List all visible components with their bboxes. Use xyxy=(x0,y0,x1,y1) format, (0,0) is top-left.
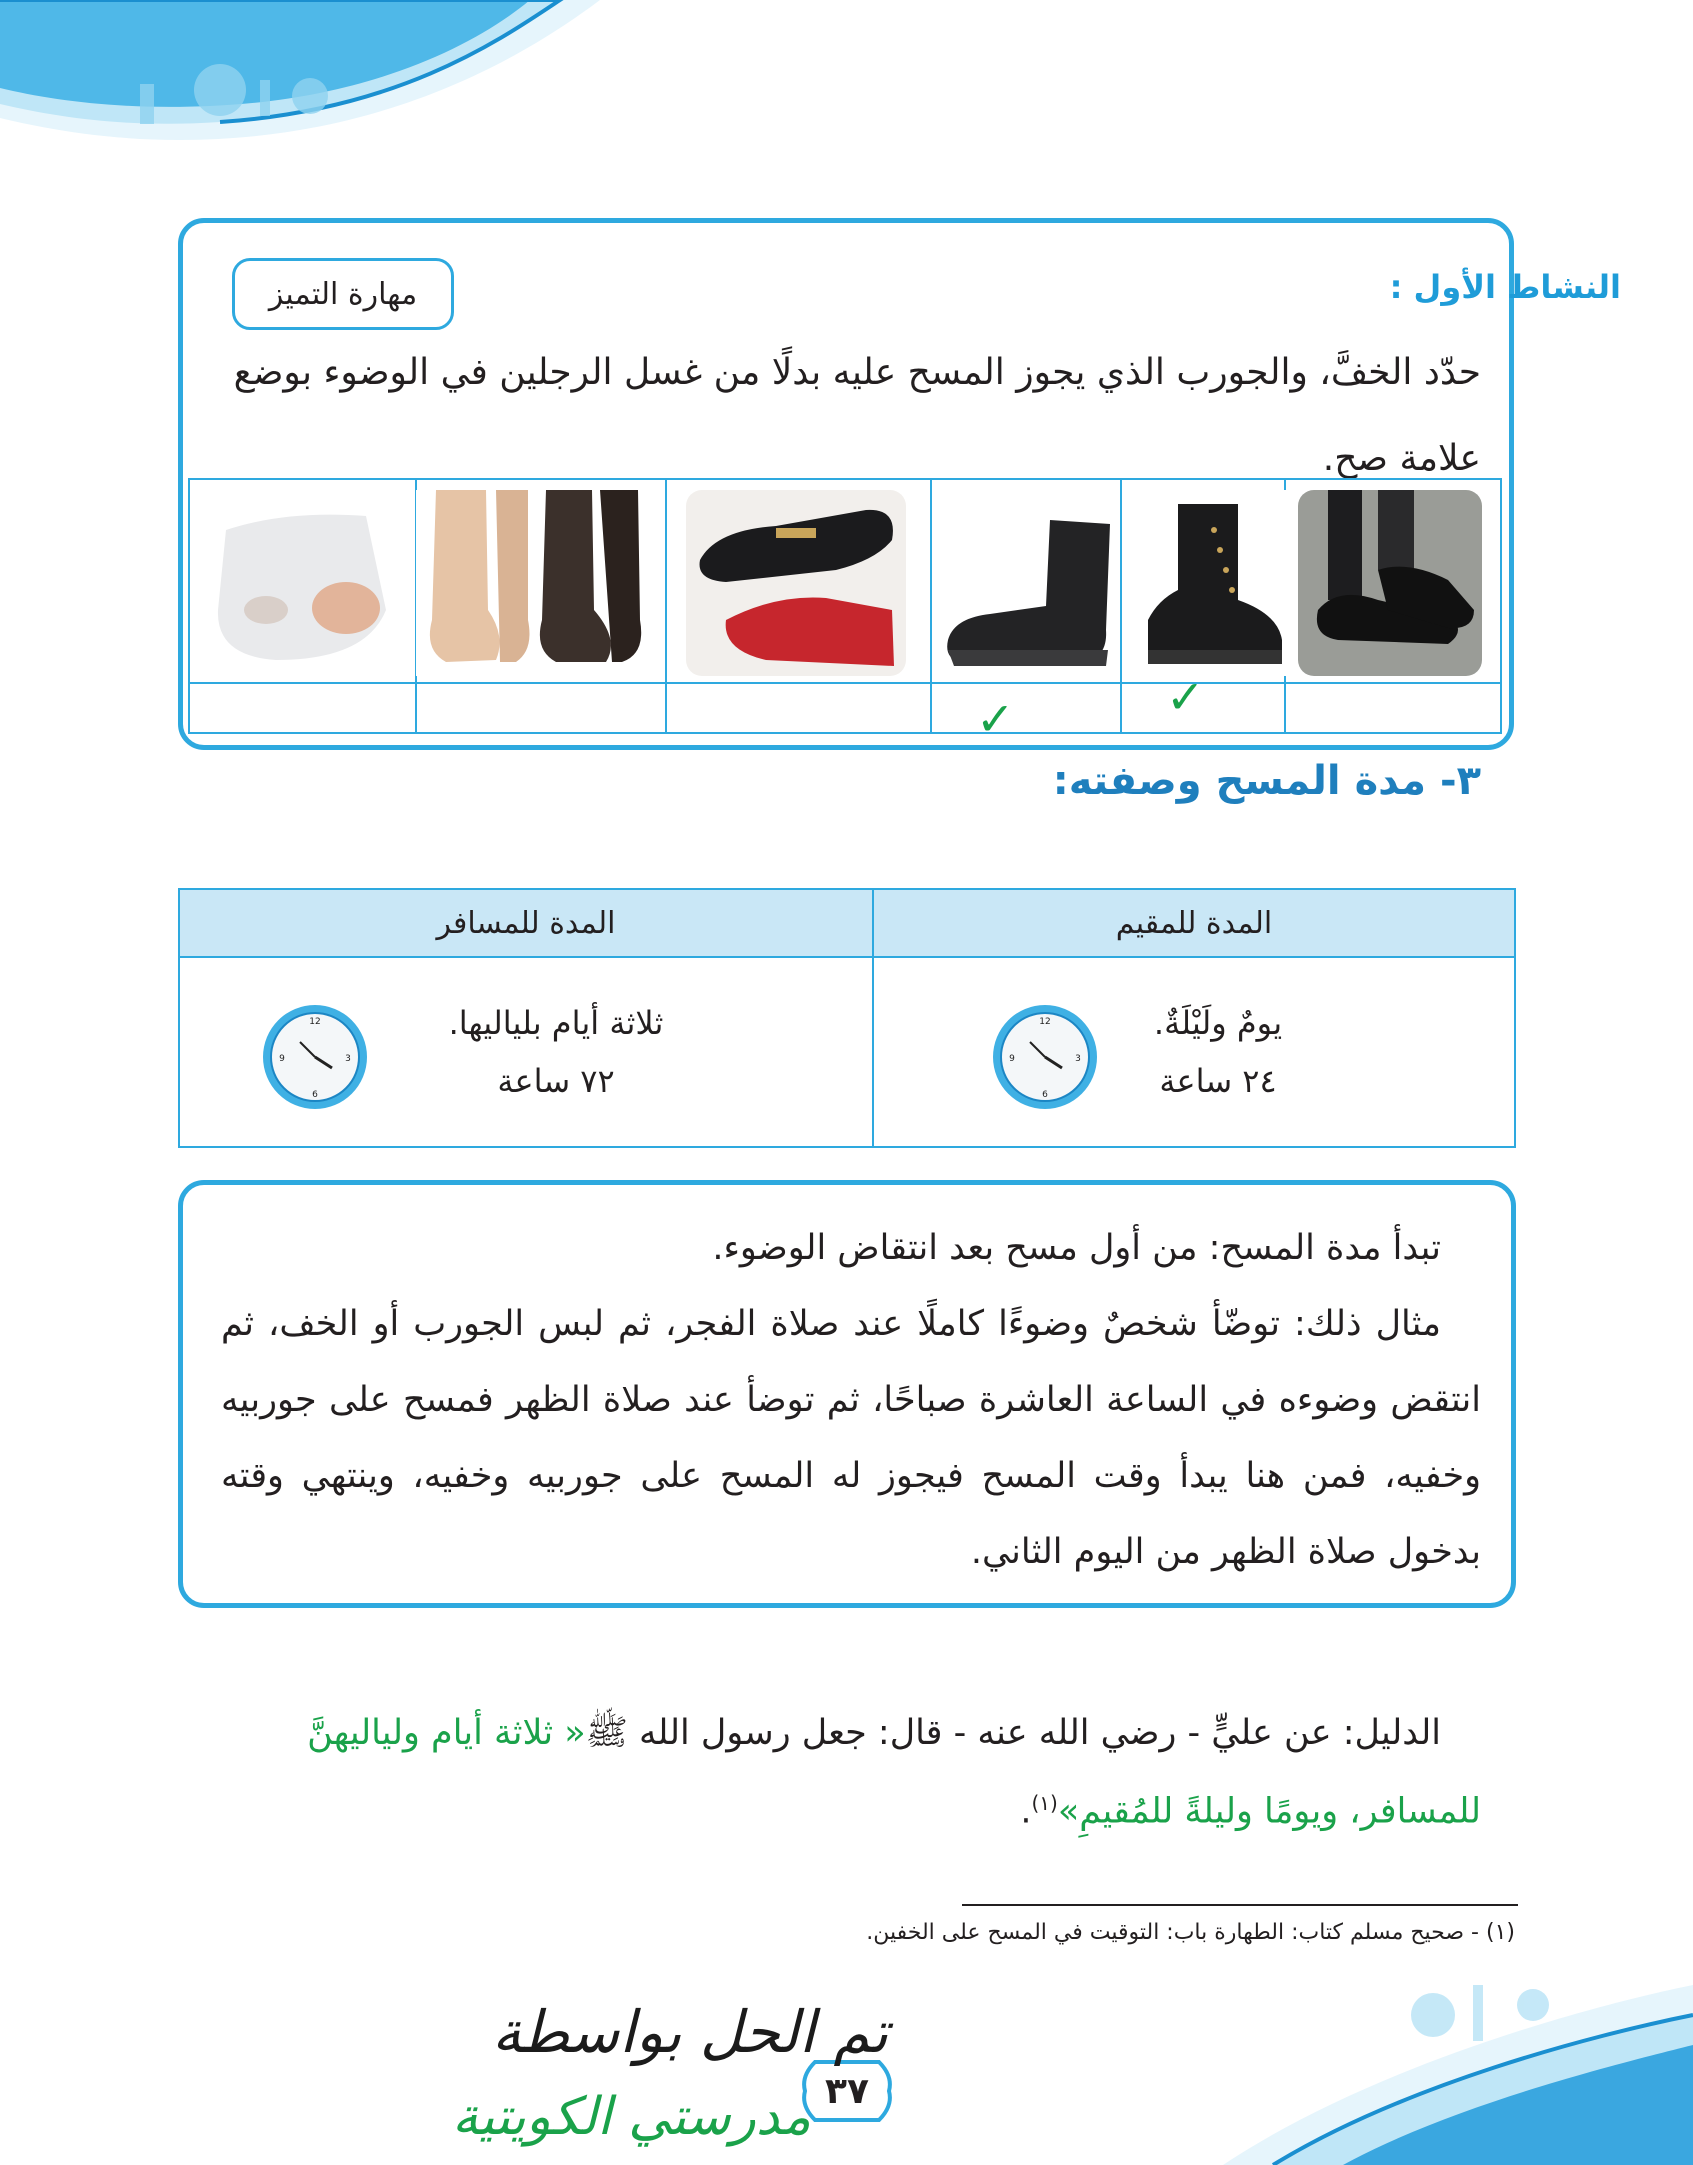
bottom-right-decoration xyxy=(1073,1945,1693,2165)
svg-text:9: 9 xyxy=(1009,1054,1015,1064)
svg-text:6: 6 xyxy=(1042,1090,1048,1100)
tick-mark: ✓ xyxy=(1166,670,1205,724)
watermark-line-2: مدرستي الكويتية xyxy=(452,2087,811,2147)
durations-table xyxy=(178,888,1516,1148)
torn-sock-icon xyxy=(196,490,406,676)
top-left-decoration xyxy=(0,0,600,150)
footnote-ref: (١) xyxy=(1031,1791,1058,1815)
tick-mark: ✓ xyxy=(976,692,1015,746)
watermark-line-1: تم الحل بواسطة xyxy=(492,1998,889,2066)
activity-instruction xyxy=(221,330,1481,502)
svg-text:3: 3 xyxy=(345,1054,351,1064)
svg-text:12: 12 xyxy=(309,1017,321,1027)
leather-khuff-icon xyxy=(940,510,1118,676)
resident-line-2: ٢٤ ساعة xyxy=(1159,1062,1277,1100)
clock-icon xyxy=(990,1002,1100,1112)
svg-text:3: 3 xyxy=(1075,1054,1081,1064)
traveler-duration xyxy=(416,994,696,1110)
svg-text:6: 6 xyxy=(312,1090,318,1100)
resident-line-1: يومٌ ولَيْلَةٌ. xyxy=(1153,1004,1283,1042)
explanation-text xyxy=(221,1210,1481,1590)
resident-header: المدة للمقيم xyxy=(872,890,1514,958)
skill-badge: مهارة التميز xyxy=(232,258,454,330)
explanation-line-1: تبدأ مدة المسح: من أول مسح بعد انتقاض الوضوء. xyxy=(712,1228,1441,1268)
casual-shoe-icon xyxy=(1298,490,1482,676)
traveler-line-2: ٧٢ ساعة xyxy=(497,1062,615,1100)
footnote: (١) - صحيح مسلم كتاب: الطهارة باب: التوقيت في المسح على الخفين. xyxy=(866,1920,1515,1945)
footnote-divider xyxy=(962,1904,1518,1906)
resident-duration xyxy=(1128,994,1308,1110)
thin-socks-icon xyxy=(416,490,660,676)
evidence-paragraph xyxy=(191,1698,1481,1847)
traveler-line-1: ثلاثة أيام بلياليها. xyxy=(448,1004,664,1042)
loafer-slipper-icon xyxy=(686,490,906,676)
page-number: ٣٧ xyxy=(825,2070,869,2112)
section-heading: ٣- مدة المسح وصفته: xyxy=(1052,758,1481,804)
evidence-intro: الدليل: عن عليٍّ - رضي الله عنه - قال: جعل رسول الله ﷺ xyxy=(585,1713,1441,1753)
svg-text:12: 12 xyxy=(1039,1017,1051,1027)
activity-title: النشاط الأول : xyxy=(1389,268,1621,306)
instruction-line-1: حدّد الخفَّ، والجورب الذي يجوز المسح عليه بدلًا من غسل الرجلين في الوضوء بوضع xyxy=(233,352,1481,393)
clock-icon xyxy=(260,1002,370,1112)
evidence-end: . xyxy=(1020,1791,1032,1832)
lace-boot-icon xyxy=(1128,490,1290,676)
instruction-line-2: علامة صح. xyxy=(1322,438,1481,479)
traveler-header: المدة للمسافر xyxy=(180,890,872,958)
svg-text:9: 9 xyxy=(279,1054,285,1064)
explanation-line-2: مثال ذلك: توضّأ شخصٌ وضوءًا كاملًا عند صلاة الفجر، ثم لبس الجورب أو الخف، ثم انتقض وضوءه في الساعة العاشرة صباحًا، ثم توضأ عند صلاة الظهر فمسح على جوربيه وخفيه، فمن هنا يبدأ وقت المسح فيجوز له المسح على جوربيه وخفيه، وينتهي وقته بدخول صلاة الظهر من اليوم الثاني. xyxy=(221,1304,1481,1572)
evidence-quote: « ثلاثة أيام ولياليهنَّ للمسافر، ويومًا وليلةً للمُقيمِ» xyxy=(307,1713,1481,1832)
